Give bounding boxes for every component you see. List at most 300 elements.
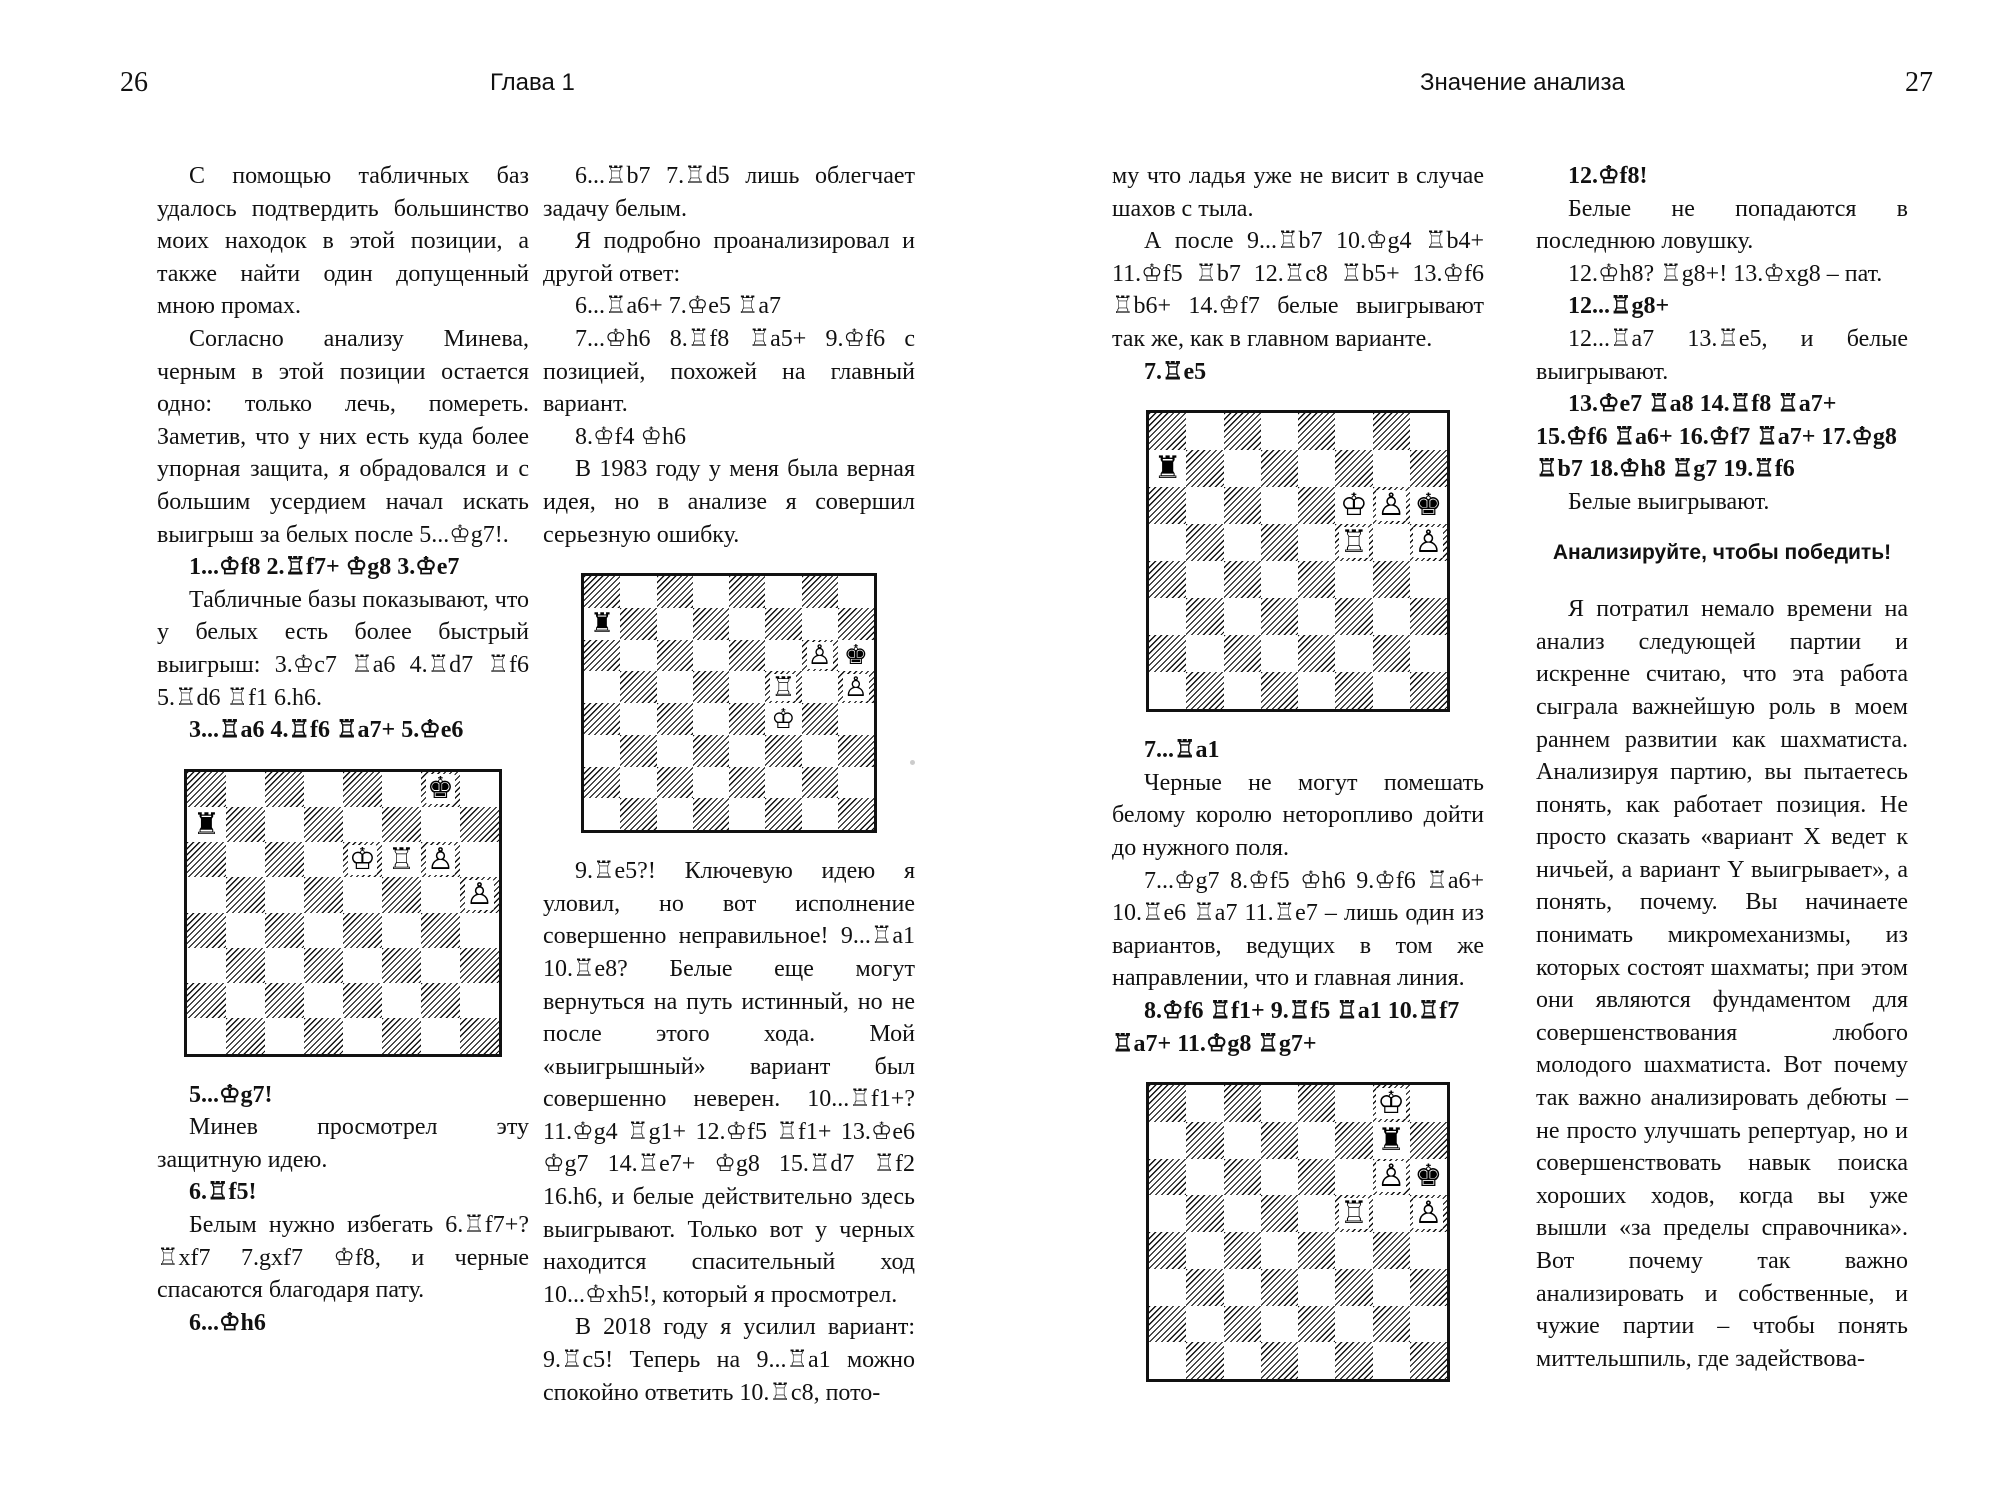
chess-piece: ♖ <box>1339 1195 1368 1232</box>
board-square <box>1335 1232 1372 1269</box>
board-square <box>1224 1122 1261 1159</box>
board-square <box>1224 635 1261 672</box>
board-square <box>1298 672 1335 709</box>
board-square <box>1298 450 1335 487</box>
board-square <box>1186 413 1223 450</box>
paragraph: В 1983 году у меня была верная идея, но в анализе я совершил серьезную ошибку. <box>543 456 915 548</box>
chess-piece: ♔ <box>1377 1084 1406 1121</box>
board-square <box>226 877 265 912</box>
board-square <box>693 608 729 640</box>
board-square <box>1335 450 1372 487</box>
chess-diagram <box>1146 410 1450 712</box>
board-square <box>460 983 499 1018</box>
board-square <box>802 608 838 640</box>
board-square <box>187 877 226 912</box>
board-square <box>693 798 729 830</box>
chess-piece: ♔ <box>771 703 796 735</box>
chess-diagram <box>184 769 502 1057</box>
board-square <box>802 703 838 735</box>
board-square <box>187 807 226 842</box>
board-square <box>1410 413 1447 450</box>
board-square <box>1410 672 1447 709</box>
paragraph: 8.♔f4 ♔h6 <box>575 423 687 450</box>
chess-diagram <box>1146 1082 1450 1382</box>
chess-piece: ♖ <box>1339 524 1368 561</box>
board-square <box>187 983 226 1018</box>
board-square <box>1335 1122 1372 1159</box>
paragraph: Белые выигрывают. <box>1568 488 1770 515</box>
board-square <box>1298 598 1335 635</box>
board-square <box>765 671 801 703</box>
board-square <box>693 767 729 799</box>
board-square <box>1410 561 1447 598</box>
board-square <box>460 913 499 948</box>
board-square <box>1224 1269 1261 1306</box>
board-square <box>1186 1269 1223 1306</box>
board-square <box>1335 524 1372 561</box>
board-square <box>1410 1085 1447 1122</box>
paragraph: 12...♖a7 13.♖e5, и белые выигрывают. <box>1536 325 1908 385</box>
board-square <box>657 608 693 640</box>
board-square <box>265 877 304 912</box>
board-square <box>1298 1085 1335 1122</box>
board-square <box>1410 1122 1447 1159</box>
paragraph: Черные не могут помешать белому королю неторопливо дойти до нужного поля. <box>1112 769 1484 861</box>
board-square <box>226 983 265 1018</box>
board-square <box>460 842 499 877</box>
board-square <box>584 735 620 767</box>
move-line: 6.♖f5! <box>189 1179 257 1206</box>
board-square <box>1261 1306 1298 1343</box>
board-square <box>1410 524 1447 561</box>
paragraph: му что ладья уже не висит в случае шахов с тыла. <box>1112 163 1484 222</box>
board-square <box>1261 598 1298 635</box>
board-square <box>729 640 765 672</box>
board-square <box>1261 1342 1298 1379</box>
board-square <box>1335 487 1372 524</box>
board-square <box>1149 413 1186 450</box>
board-square <box>265 772 304 807</box>
board-square <box>265 913 304 948</box>
board-square <box>1224 1195 1261 1232</box>
board-square <box>765 735 801 767</box>
board-square <box>1224 1342 1261 1379</box>
board-square <box>1261 413 1298 450</box>
board-square <box>265 948 304 983</box>
board-square <box>729 735 765 767</box>
board-square <box>1224 1232 1261 1269</box>
board-square <box>657 576 693 608</box>
paragraph: В 2018 году я усилил вариант: 9.♖c5! Теперь на 9...♖a1 можно спокойно ответить 10.♖c8, пото- <box>543 1314 915 1406</box>
board-square <box>1186 1159 1223 1196</box>
board-square <box>657 798 693 830</box>
right-running-header: Значение анализа <box>1420 69 1625 96</box>
board-square <box>265 807 304 842</box>
board-square <box>1335 1085 1372 1122</box>
board-square <box>382 948 421 983</box>
board-square <box>1186 1195 1223 1232</box>
board-square <box>838 576 874 608</box>
board-square <box>1149 672 1186 709</box>
board-square <box>382 1018 421 1053</box>
board-square <box>620 608 656 640</box>
board-square <box>1373 1122 1410 1159</box>
chess-piece: ♜ <box>193 806 220 842</box>
board-square <box>1261 1159 1298 1196</box>
board-square <box>765 640 801 672</box>
board-square <box>265 1018 304 1053</box>
board-square <box>1149 1306 1186 1343</box>
board-square <box>1298 561 1335 598</box>
board-square <box>1335 635 1372 672</box>
board-square <box>1261 1269 1298 1306</box>
board-square <box>421 913 460 948</box>
board-square <box>460 948 499 983</box>
board-square <box>1410 1342 1447 1379</box>
board-square <box>729 798 765 830</box>
print-speck <box>910 760 915 765</box>
board-square <box>584 767 620 799</box>
board-square <box>657 703 693 735</box>
board-square <box>1410 598 1447 635</box>
board-square <box>421 877 460 912</box>
board-square <box>382 807 421 842</box>
board-square <box>1298 524 1335 561</box>
paragraph: 7...♔h6 8.♖f8 ♖a5+ 9.♔f6 с позицией, похожей на главный вариант. <box>543 325 915 418</box>
left-running-header: Глава 1 <box>490 69 575 96</box>
board-square <box>1149 635 1186 672</box>
board-square <box>620 798 656 830</box>
board-square <box>1373 598 1410 635</box>
paragraph: 9.♖e5?! Ключевую идею я уловил, но вот исполнение совершенно неправильное! 9...♖a1 10.♖e8? Белые еще могут вернуться на путь истинный, но не после этого хода. Мой «выигрышный» вариант был совершенно неверен. 10...♖f1+? 11.♔g4 ♖g1+ 12.♔f5 ♖f1+ 13.♔e6 ♔g7 14.♖e7+ ♔g8 15.♖d7 ♖f2 16.h6, и белые действительно здесь выигрывают. Только вот у черных находится спасительный ход 10...♔xh5!, который я просмотрел. <box>543 858 915 1308</box>
board-square <box>304 772 343 807</box>
chess-piece: ♚ <box>1414 487 1443 524</box>
board-square <box>657 671 693 703</box>
board-square <box>421 948 460 983</box>
chess-piece: ♚ <box>427 771 454 807</box>
board-square <box>421 983 460 1018</box>
board-square <box>1373 524 1410 561</box>
paragraph: Белые не попадаются в последнюю ловушку. <box>1536 195 1908 255</box>
board-square <box>382 772 421 807</box>
board-square <box>304 842 343 877</box>
move-line: 8.♔f6 ♖f1+ 9.♖f5 ♖a1 10.♖f7 ♖a7+ 11.♔g8 ♖g7+ <box>1112 997 1460 1057</box>
board-square <box>1410 635 1447 672</box>
board-square <box>1373 1342 1410 1379</box>
move-line: 13.♔e7 ♖a8 14.♖f8 ♖a7+ 15.♔f6 ♖a6+ 16.♔f7 ♖a7+ 17.♔g8 ♖b7 18.♔h8 ♖g7 19.♖f6 <box>1536 391 1897 483</box>
board-square <box>1224 450 1261 487</box>
board-square <box>1373 635 1410 672</box>
board-square <box>1149 1342 1186 1379</box>
board-square <box>1149 1195 1186 1232</box>
board-square <box>838 640 874 672</box>
board-square <box>226 807 265 842</box>
board-square <box>460 807 499 842</box>
board-square <box>584 640 620 672</box>
board-square <box>693 671 729 703</box>
board-square <box>1261 487 1298 524</box>
board-square <box>1149 1122 1186 1159</box>
board-square <box>1149 487 1186 524</box>
board-square <box>304 1018 343 1053</box>
board-square <box>802 640 838 672</box>
board-square <box>226 842 265 877</box>
chess-piece: ♖ <box>771 671 796 703</box>
board-square <box>1261 524 1298 561</box>
paragraph: А после 9...♖b7 10.♔g4 ♖b4+ 11.♔f5 ♖b7 12.♖c8 ♖b5+ 13.♔f6 ♖b6+ 14.♔f7 белые выигрывают так же, как в главном варианте. <box>1112 228 1484 352</box>
board-square <box>1186 635 1223 672</box>
board-square <box>343 772 382 807</box>
board-square <box>1261 561 1298 598</box>
chess-piece: ♙ <box>1414 524 1443 561</box>
board-square <box>1410 1159 1447 1196</box>
board-square <box>1410 1269 1447 1306</box>
board-square <box>1298 1159 1335 1196</box>
board-square <box>657 640 693 672</box>
board-square <box>620 640 656 672</box>
board-square <box>765 576 801 608</box>
left-page-number: 26 <box>120 67 148 98</box>
board-square <box>1224 413 1261 450</box>
board-square <box>421 807 460 842</box>
paragraph: С помощью табличных баз удалось подтвердить большинство моих находок в этой позиции, а также найти один допущенный мною промах. <box>157 163 529 320</box>
board-square <box>304 983 343 1018</box>
board-square <box>382 877 421 912</box>
board-square <box>1298 1342 1335 1379</box>
board-square <box>382 983 421 1018</box>
board-square <box>838 671 874 703</box>
board-square <box>1373 672 1410 709</box>
chess-piece: ♙ <box>807 640 832 671</box>
board-square <box>187 948 226 983</box>
board-square <box>802 671 838 703</box>
board-square <box>343 1018 382 1053</box>
left-page-column-2 <box>543 160 915 1409</box>
paragraph: Белым нужно избегать 6.♖f7+? ♖xf7 7.gxf7 ♔f8, и черные спасаются благодаря пату. <box>157 1212 529 1304</box>
board-square <box>584 798 620 830</box>
board-square <box>838 608 874 640</box>
board-square <box>620 671 656 703</box>
board-square <box>343 948 382 983</box>
board-square <box>1298 487 1335 524</box>
board-square <box>460 877 499 912</box>
board-square <box>1335 1159 1372 1196</box>
board-square <box>187 772 226 807</box>
board-square <box>765 703 801 735</box>
board-square <box>226 913 265 948</box>
board-square <box>1186 1306 1223 1343</box>
board-square <box>657 767 693 799</box>
board-square <box>1373 1159 1410 1196</box>
board-square <box>1149 561 1186 598</box>
paragraph: Табличные базы показывают, что у белых есть более быстрый выигрыш: 3.♔c7 ♖a6 4.♖d7 ♖f6 5.♖d6 ♖f1 6.h6. <box>157 586 529 711</box>
chess-piece: ♙ <box>1377 1158 1406 1195</box>
chess-piece: ♚ <box>1414 1158 1443 1195</box>
board-square <box>1224 672 1261 709</box>
board-square <box>1261 1195 1298 1232</box>
paragraph: 7...♔g7 8.♔f5 ♔h6 9.♔f6 ♖a6+ 10.♖e6 ♖a7 11.♖e7 – лишь один из вариантов, ведущих в том же направлении, что и главная линия. <box>1112 867 1484 992</box>
board-square <box>729 671 765 703</box>
move-line: 6...♔h6 <box>189 1309 266 1336</box>
board-square <box>1224 1159 1261 1196</box>
board-square <box>802 767 838 799</box>
board-square <box>1335 672 1372 709</box>
right-page-column-1 <box>1112 160 1484 1404</box>
board-square <box>1224 561 1261 598</box>
paragraph: Минев просмотрел эту защитную идею. <box>157 1114 529 1173</box>
chess-piece: ♜ <box>1377 1121 1406 1158</box>
board-square <box>187 913 226 948</box>
board-square <box>1373 1195 1410 1232</box>
board-square <box>421 1018 460 1053</box>
board-square <box>1261 1232 1298 1269</box>
board-square <box>343 842 382 877</box>
board-square <box>1373 1269 1410 1306</box>
board-square <box>1373 1085 1410 1122</box>
board-square <box>343 877 382 912</box>
board-square <box>1373 450 1410 487</box>
board-square <box>1298 1269 1335 1306</box>
board-square <box>1261 672 1298 709</box>
board-square <box>1335 561 1372 598</box>
move-line: 7.♖e5 <box>1144 358 1207 385</box>
board-square <box>304 948 343 983</box>
chess-piece: ♔ <box>349 841 376 877</box>
board-square <box>382 913 421 948</box>
chess-diagram <box>581 573 877 833</box>
board-square <box>584 576 620 608</box>
board-square <box>460 772 499 807</box>
board-square <box>1186 487 1223 524</box>
board-square <box>802 735 838 767</box>
board-square <box>802 798 838 830</box>
chess-piece: ♙ <box>466 877 493 913</box>
board-square <box>838 798 874 830</box>
board-square <box>460 1018 499 1053</box>
board-square <box>1186 1122 1223 1159</box>
board-square <box>1186 450 1223 487</box>
paragraph: 6...♖a6+ 7.♔e5 ♖a7 <box>575 293 782 320</box>
board-square <box>382 842 421 877</box>
section-heading: Анализируйте, чтобы победить! <box>1552 540 1892 564</box>
board-square <box>1410 1306 1447 1343</box>
board-square <box>620 703 656 735</box>
board-square <box>1410 1195 1447 1232</box>
board-square <box>1186 1342 1223 1379</box>
board-square <box>1186 598 1223 635</box>
paragraph: 6...♖b7 7.♖d5 лишь облегчает задачу белым. <box>543 163 915 222</box>
board-square <box>1224 1306 1261 1343</box>
board-square <box>343 913 382 948</box>
board-square <box>265 842 304 877</box>
paragraph: Я подробно проанализировал и другой ответ: <box>543 228 915 287</box>
left-page-column-1 <box>157 160 529 1339</box>
board-square <box>343 807 382 842</box>
board-square <box>1149 1232 1186 1269</box>
board-square <box>343 983 382 1018</box>
board-square <box>693 703 729 735</box>
board-square <box>838 767 874 799</box>
board-square <box>765 608 801 640</box>
board-square <box>1261 450 1298 487</box>
board-square <box>838 703 874 735</box>
board-square <box>226 948 265 983</box>
board-square <box>657 735 693 767</box>
board-square <box>1373 561 1410 598</box>
board-square <box>1298 635 1335 672</box>
move-line: 3...♖a6 4.♖f6 ♖a7+ 5.♔e6 <box>189 717 464 744</box>
board-square <box>1410 487 1447 524</box>
board-square <box>765 767 801 799</box>
board-square <box>1186 524 1223 561</box>
chess-piece: ♚ <box>843 640 868 671</box>
board-square <box>1373 413 1410 450</box>
paragraph: Согласно анализу Минева, черным в этой позиции остается одно: только лечь, помереть. Заметив, что у них есть куда более упорная защита, я обрадовался и с большим усердием начал искать выигрыш за белых после 5...♔g7!. <box>157 325 529 548</box>
chess-piece: ♙ <box>427 841 454 877</box>
board-square <box>584 703 620 735</box>
board-square <box>1298 1306 1335 1343</box>
board-square <box>1186 1232 1223 1269</box>
board-square <box>765 798 801 830</box>
board-square <box>1335 1306 1372 1343</box>
board-square <box>1298 1232 1335 1269</box>
board-square <box>620 735 656 767</box>
board-square <box>1149 1269 1186 1306</box>
board-square <box>1410 450 1447 487</box>
board-square <box>1298 413 1335 450</box>
move-line: 7...♖a1 <box>1144 737 1220 764</box>
board-square <box>1186 672 1223 709</box>
board-square <box>187 842 226 877</box>
board-square <box>1335 1269 1372 1306</box>
paragraph: 12.♔h8? ♖g8+! 13.♔xg8 – пат. <box>1568 260 1883 287</box>
board-square <box>1261 1122 1298 1159</box>
board-square <box>838 735 874 767</box>
board-square <box>421 842 460 877</box>
board-square <box>1149 1159 1186 1196</box>
chess-piece: ♔ <box>1339 487 1368 524</box>
board-square <box>693 735 729 767</box>
board-square <box>1335 1195 1372 1232</box>
board-square <box>1149 1085 1186 1122</box>
board-square <box>1335 413 1372 450</box>
board-square <box>1410 1232 1447 1269</box>
move-line: 12...♖g8+ <box>1568 293 1670 320</box>
chess-piece: ♙ <box>1377 487 1406 524</box>
board-square <box>729 703 765 735</box>
board-square <box>1224 524 1261 561</box>
board-square <box>1186 561 1223 598</box>
board-square <box>1298 1195 1335 1232</box>
board-square <box>1335 598 1372 635</box>
board-square <box>304 807 343 842</box>
right-page-column-2 <box>1536 160 1908 1375</box>
move-line: 5...♔g7! <box>189 1081 273 1108</box>
board-square <box>1335 1342 1372 1379</box>
board-square <box>226 1018 265 1053</box>
board-square <box>1149 450 1186 487</box>
board-square <box>304 913 343 948</box>
board-square <box>1186 1085 1223 1122</box>
chess-piece: ♜ <box>590 608 615 640</box>
board-square <box>584 608 620 640</box>
board-square <box>1373 1232 1410 1269</box>
board-square <box>1373 1306 1410 1343</box>
move-line: 12.♔f8! <box>1568 163 1648 189</box>
right-page-number: 27 <box>1905 67 1933 98</box>
board-square <box>1224 598 1261 635</box>
board-square <box>729 576 765 608</box>
